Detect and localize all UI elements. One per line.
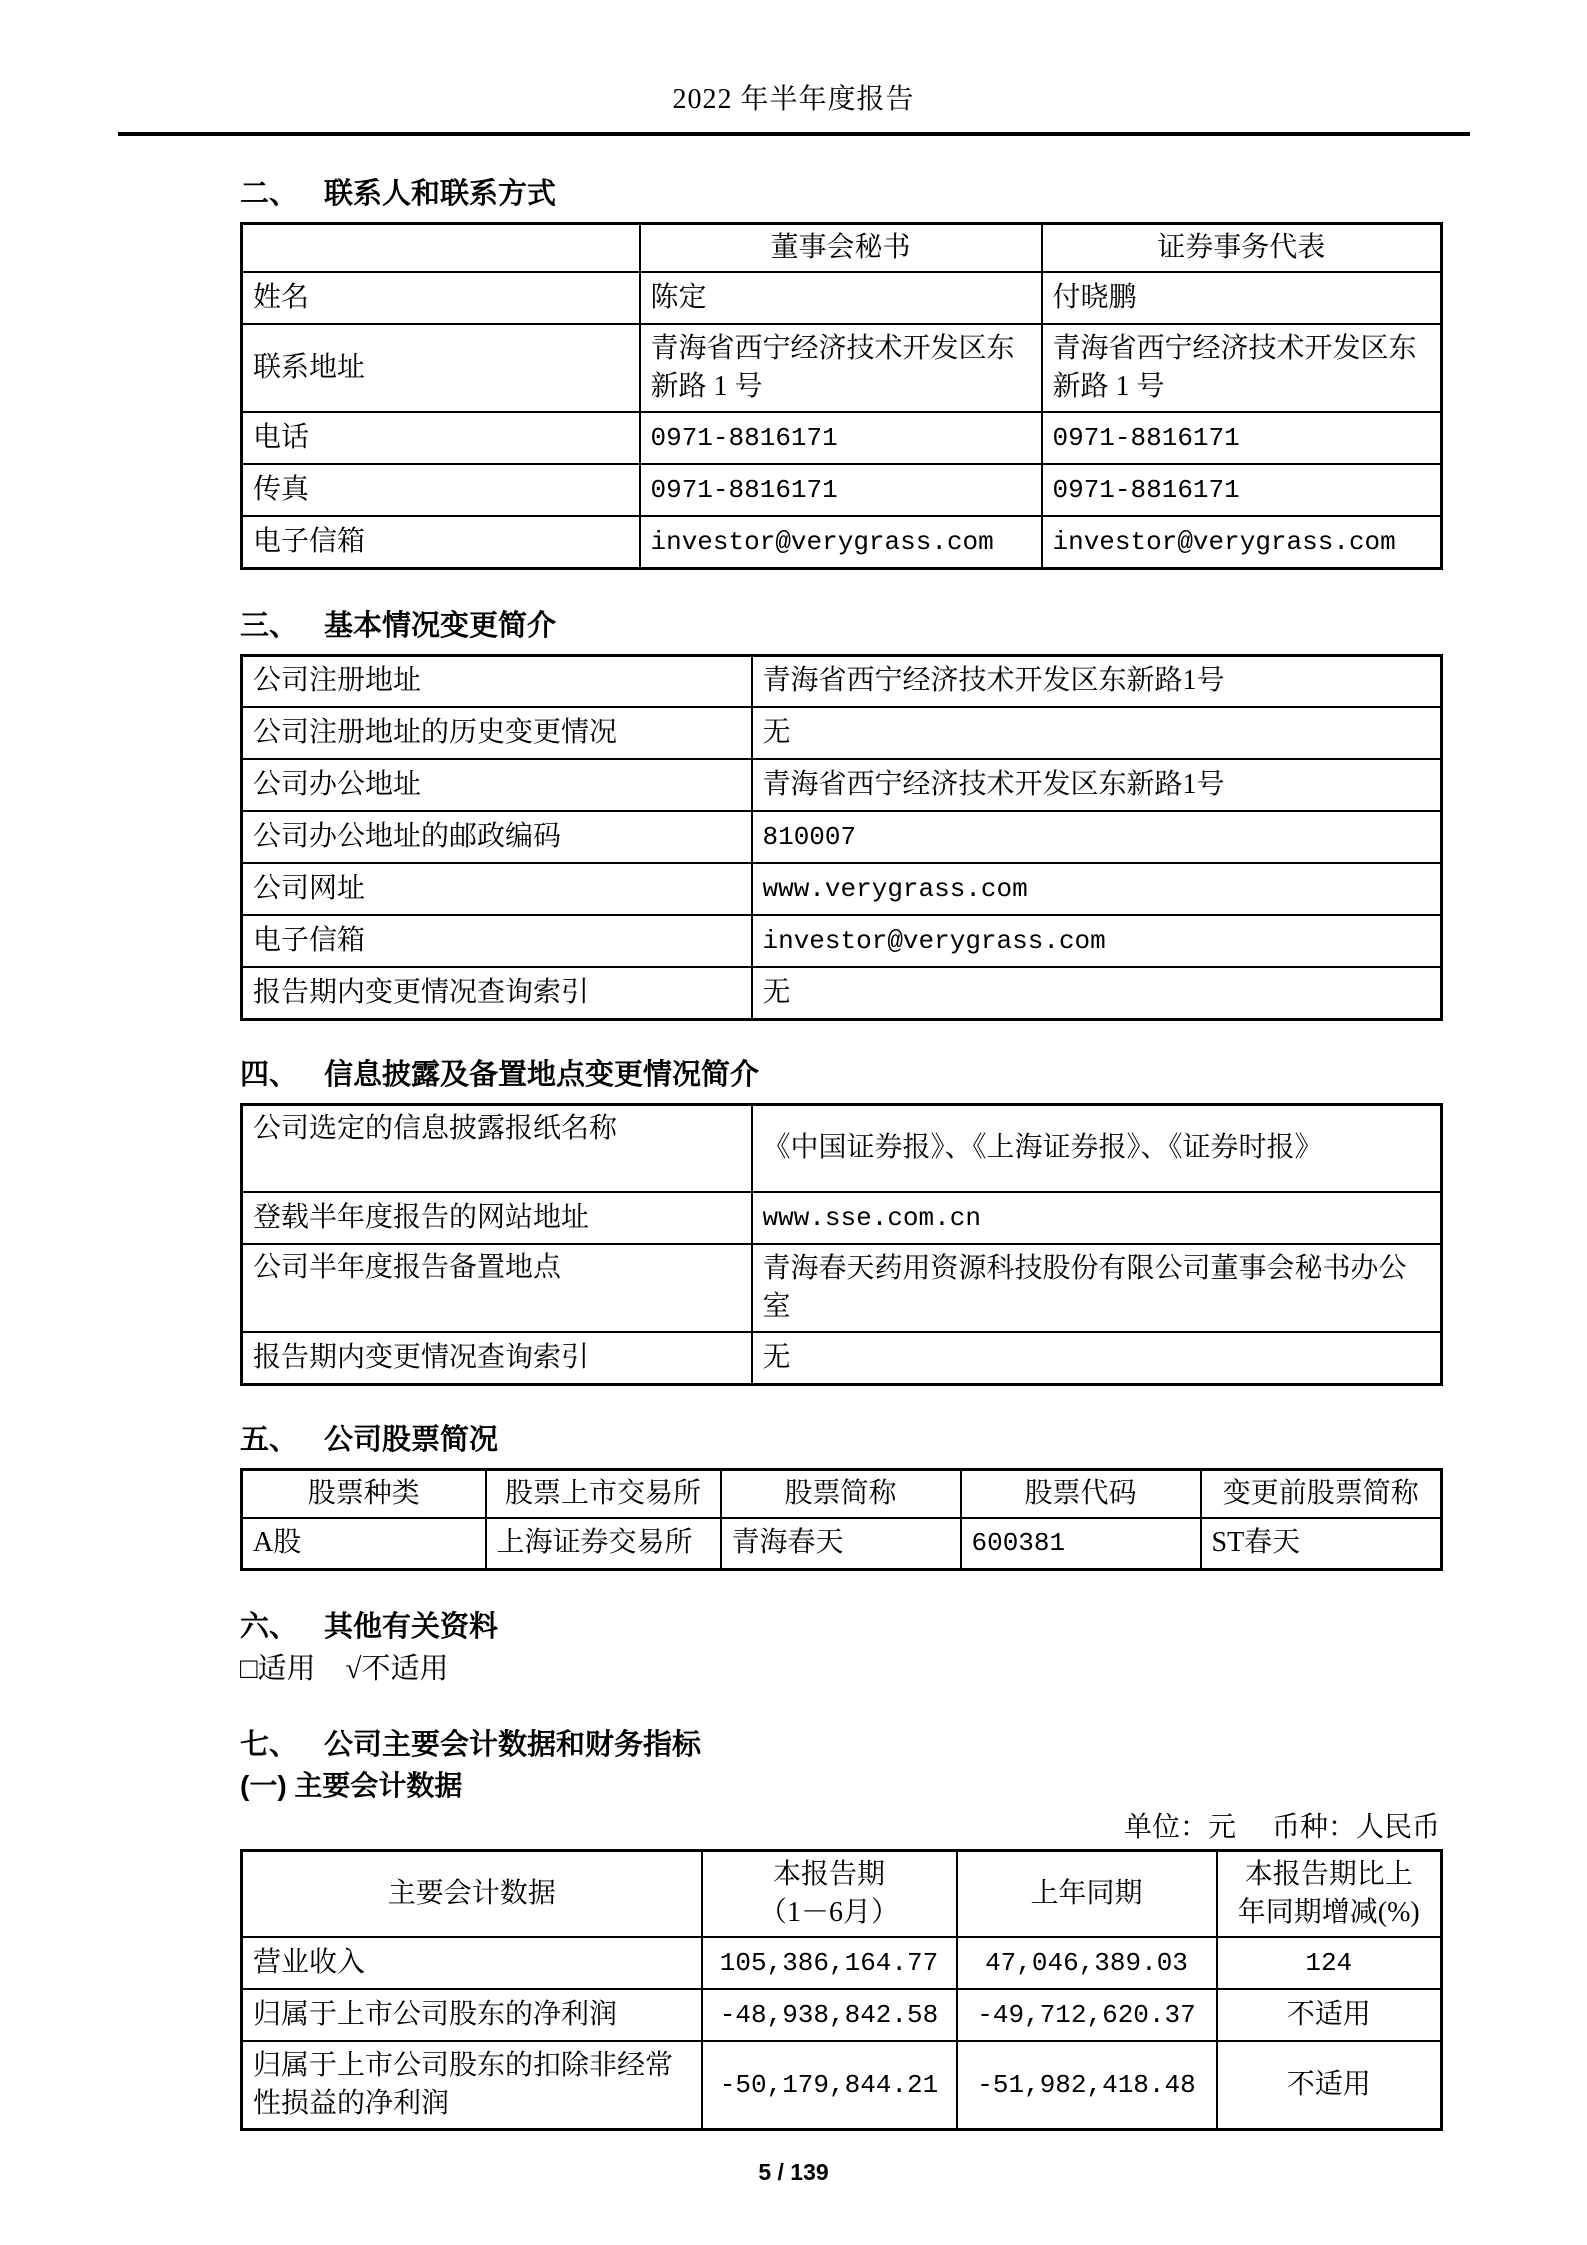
header-line: 本报告期比上 <box>1244 1859 1413 1890</box>
stock-exchange-cell: 上海证券交易所 <box>486 1518 721 1570</box>
checkbox-unchecked-applicable-option: □适用 <box>240 1653 316 1685</box>
stock-prior-shortname-header-cell: 变更前股票简称 <box>1201 1469 1442 1518</box>
stock-code-cell: 600381 <box>961 1518 1201 1570</box>
stock-shortname-header-cell: 股票简称 <box>721 1469 961 1518</box>
change-value-cell: 124 <box>1217 1937 1442 1989</box>
table-row <box>242 915 1442 967</box>
row-label-cell: 公司办公地址 <box>242 759 752 811</box>
stock-exchange-header-cell: 股票上市交易所 <box>486 1469 721 1518</box>
page-header <box>118 0 1470 136</box>
accounting-data-table <box>240 1849 1443 2131</box>
section-other-title <box>240 1609 1440 1645</box>
table-row <box>242 2041 1442 2129</box>
table-row <box>242 464 1442 516</box>
row-label-cell: 电子信箱 <box>242 915 752 967</box>
table-row <box>242 1192 1442 1244</box>
secretary-value-cell: investor@verygrass.com <box>640 516 1042 568</box>
table-row <box>242 863 1442 915</box>
table-row <box>242 1332 1442 1384</box>
representative-value-cell: investor@verygrass.com <box>1042 516 1442 568</box>
row-label-cell: 姓名 <box>242 272 640 324</box>
current-period-value-cell: 105,386,164.77 <box>702 1937 957 1989</box>
stock-type-cell: A股 <box>242 1518 486 1570</box>
row-value-cell: 青海省西宁经济技术开发区东新路1号 <box>752 655 1442 707</box>
row-label-cell: 报告期内变更情况查询索引 <box>242 967 752 1019</box>
metric-label-cell: 归属于上市公司股东的净利润 <box>242 1989 702 2041</box>
change-value-cell: 不适用 <box>1217 2041 1442 2129</box>
current-period-value-cell: -50,179,844.21 <box>702 2041 957 2129</box>
secretary-value-cell: 青海省西宁经济技术开发区东新路 1 号 <box>640 324 1042 412</box>
row-label-cell: 公司半年度报告备置地点 <box>242 1244 752 1332</box>
secretary-value-cell: 0971-8816171 <box>640 464 1042 516</box>
stock-code-header-cell: 股票代码 <box>961 1469 1201 1518</box>
document-title: 2022 年半年度报告 <box>672 84 915 115</box>
row-value-cell: 无 <box>752 707 1442 759</box>
empty-header-cell <box>242 224 640 273</box>
section-number: 四、 <box>240 1058 299 1091</box>
header-divider <box>118 132 1470 136</box>
section-label: 基本情况变更简介 <box>324 609 557 642</box>
secretary-header-cell: 董事会秘书 <box>640 224 1042 273</box>
change-value-cell: 不适用 <box>1217 1989 1442 2041</box>
table-header-row <box>242 224 1442 273</box>
metric-header-cell: 主要会计数据 <box>242 1851 702 1938</box>
currency-label: 币种：人民币 <box>1271 1812 1440 1843</box>
row-label-cell: 电话 <box>242 412 640 464</box>
table-header-row <box>242 1469 1442 1518</box>
section-label: 其他有关资料 <box>324 1611 499 1643</box>
row-value-cell: www.verygrass.com <box>752 863 1442 915</box>
checkmark-not-applicable-option: √不适用 <box>345 1653 449 1685</box>
stock-prior-shortname-cell: ST春天 <box>1201 1518 1442 1570</box>
table-row <box>242 1518 1442 1570</box>
table-row <box>242 655 1442 707</box>
table-row <box>242 707 1442 759</box>
prior-period-value-cell: -51,982,418.48 <box>957 2041 1217 2129</box>
row-label-cell: 公司选定的信息披露报纸名称 <box>242 1104 752 1192</box>
prior-period-value-cell: 47,046,389.03 <box>957 1937 1217 1989</box>
header-line: 本报告期 <box>772 1859 885 1890</box>
contact-table <box>240 222 1443 570</box>
prior-period-header-cell: 上年同期 <box>957 1851 1217 1938</box>
accounting-data-subtitle: (一) 主要会计数据 <box>240 1770 463 1801</box>
representative-value-cell: 0971-8816171 <box>1042 412 1442 464</box>
row-value-cell: 无 <box>752 967 1442 1019</box>
table-row <box>242 811 1442 863</box>
basic-info-table <box>240 654 1443 1021</box>
row-value-cell: 810007 <box>752 811 1442 863</box>
row-value-cell: www.sse.com.cn <box>752 1192 1442 1244</box>
table-row <box>242 516 1442 568</box>
page-number-indicator: 5 / 139 <box>758 2158 829 2185</box>
secretary-value-cell: 0971-8816171 <box>640 412 1042 464</box>
row-value-cell: 《中国证券报》、《上海证券报》、《证券时报》 <box>752 1104 1442 1192</box>
representative-value-cell: 付晓鹏 <box>1042 272 1442 324</box>
metric-label-cell: 归属于上市公司股东的扣除非经常性损益的净利润 <box>242 2041 702 2129</box>
row-label-cell: 电子信箱 <box>242 516 640 568</box>
section-number: 三、 <box>240 609 299 642</box>
table-row <box>242 272 1442 324</box>
section-contact-title <box>240 176 1440 212</box>
row-label-cell: 公司网址 <box>242 863 752 915</box>
stock-table <box>240 1468 1443 1572</box>
header-line: （1－6月） <box>758 1897 899 1928</box>
current-period-header-cell <box>702 1851 957 1938</box>
unit-currency-note <box>240 1811 1440 1845</box>
table-row <box>242 1937 1442 1989</box>
table-row <box>242 1244 1442 1332</box>
section-financials-title <box>240 1727 1440 1763</box>
section-label: 公司股票简况 <box>324 1423 499 1456</box>
secretary-value-cell: 陈定 <box>640 272 1042 324</box>
applicability-line <box>240 1651 1440 1687</box>
row-value-cell: 青海春天药用资源科技股份有限公司董事会秘书办公室 <box>752 1244 1442 1332</box>
prior-period-value-cell: -49,712,620.37 <box>957 1989 1217 2041</box>
table-row <box>242 1104 1442 1192</box>
metric-label-cell: 营业收入 <box>242 1937 702 1989</box>
row-label-cell: 公司办公地址的邮政编码 <box>242 811 752 863</box>
representative-value-cell: 0971-8816171 <box>1042 464 1442 516</box>
disclosure-table <box>240 1103 1443 1386</box>
stock-shortname-cell: 青海春天 <box>721 1518 961 1570</box>
table-row <box>242 967 1442 1019</box>
header-line: 年同期增减(%) <box>1237 1897 1420 1928</box>
section-disclosure-title <box>240 1057 1440 1093</box>
section-label: 公司主要会计数据和财务指标 <box>324 1729 702 1761</box>
current-period-value-cell: -48,938,842.58 <box>702 1989 957 2041</box>
row-label-cell: 报告期内变更情况查询索引 <box>242 1332 752 1384</box>
stock-type-header-cell: 股票种类 <box>242 1469 486 1518</box>
section-basic-info-title <box>240 608 1440 644</box>
table-row <box>242 324 1442 412</box>
section-number: 七、 <box>240 1729 299 1761</box>
row-label-cell: 传真 <box>242 464 640 516</box>
table-header-row <box>242 1851 1442 1938</box>
section-label: 联系人和联系方式 <box>324 178 557 210</box>
row-value-cell: investor@verygrass.com <box>752 915 1442 967</box>
row-label-cell: 联系地址 <box>242 324 640 412</box>
row-label-cell: 登载半年度报告的网站地址 <box>242 1192 752 1244</box>
table-row <box>242 759 1442 811</box>
unit-label: 单位：元 <box>1123 1812 1236 1843</box>
row-label-cell: 公司注册地址 <box>242 655 752 707</box>
section-number: 二、 <box>240 178 299 210</box>
row-value-cell: 无 <box>752 1332 1442 1384</box>
section-stock-title <box>240 1422 1440 1458</box>
representative-value-cell: 青海省西宁经济技术开发区东新路 1 号 <box>1042 324 1442 412</box>
section-number: 五、 <box>240 1423 299 1456</box>
page-content <box>240 176 1440 2131</box>
table-row <box>242 1989 1442 2041</box>
section-label: 信息披露及备置地点变更情况简介 <box>324 1058 760 1091</box>
section-number: 六、 <box>240 1611 299 1643</box>
row-value-cell: 青海省西宁经济技术开发区东新路1号 <box>752 759 1442 811</box>
table-row <box>242 412 1442 464</box>
representative-header-cell: 证券事务代表 <box>1042 224 1442 273</box>
change-header-cell <box>1217 1851 1442 1938</box>
row-label-cell: 公司注册地址的历史变更情况 <box>242 707 752 759</box>
